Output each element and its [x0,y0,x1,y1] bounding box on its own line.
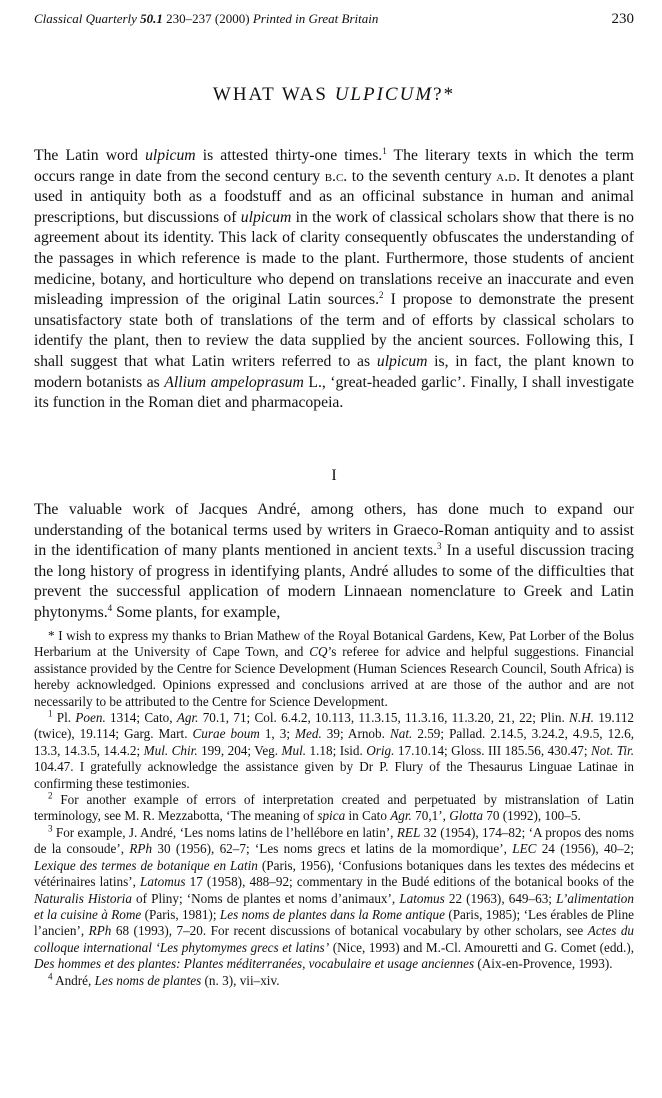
italic-run: Orig. [366,742,395,758]
text-run: 32 (1954), 174–82; ‘A propos des noms de la consoude’, [34,824,634,857]
italic-run: Nat. [389,726,413,742]
text-run: André, [52,972,95,988]
footnote-star [34,628,634,710]
text-run: (Nice, 1993) and M.-Cl. Amouretti and G. Comet (edd.), [329,939,635,955]
footnotes [34,628,634,989]
italic-run: ulpicum [240,208,292,226]
italic-run: spica [317,808,346,824]
text-run: (Paris, 1985); ‘Les érables de Pline l’ancien’, [34,906,635,939]
text-run: * I wish to express my thanks to Brian Mathew of the Royal Botanical Gardens, Kew, Pat Lorber of the Bolus Herbarium at the University of Cape Town, and [34,628,634,660]
footnote-ref: 1 [382,145,387,156]
footnote-ref: 3 [48,823,53,834]
text-run: 1314; Cato, [105,710,177,726]
small-caps-run: a.d. [496,167,520,185]
footnote-ref: 1 [48,708,53,719]
text-run: 70.1, 71; Col. 6.4.2, 10.113, 11.3.15, 11.3.16, 11.3.20, 21, 22; Plin. [198,710,570,726]
text-run: 30 (1956), 62–7; ‘Les noms grecs et latins de la momordique’, [152,841,513,857]
small-caps-run: b.c. [324,167,348,185]
italic-run: N.H. [569,710,594,726]
italic-run: Mul. Chir. [143,742,198,758]
text-run: (Aix-en-Provence, 1993). [474,956,613,972]
text-run: (n. 3), vii–xiv. [201,972,280,988]
footnote-ref: 2 [48,790,53,801]
italic-run: RPh [129,841,153,857]
italic-run: CQ [309,644,328,660]
title-suffix: ?* [433,84,456,105]
citation-line [34,11,378,27]
volume-number: 50.1 [140,11,163,26]
journal-name: Classical Quarterly [34,11,137,26]
pages-year: 230–237 (2000) [166,11,250,26]
text-run: 68 (1993), 7–20. For recent discussions of botanical vocabulary by other scholars, see [111,923,588,939]
text-run: 70,1’, [411,808,450,824]
text-run: For another example of errors of interpretation created and perpetuated by mistranslation of Latin terminology, see M. R. Mezzabotta, ‘The meaning of [34,792,634,824]
article-title [34,84,634,106]
text-run: 1.18; Isid. [306,742,367,758]
italic-run: Les noms de plantes dans la Rome antique [219,906,445,922]
footnote-3 [34,825,634,973]
text-run: The literary texts in which the term occurs range in date from the second century [34,147,634,185]
italic-run: Des hommes et des plantes: Plantes méditerranées, vocabulaire et usage anciennes [34,956,475,972]
printed-in: Printed in Great Britain [252,11,379,26]
text-run: 70 (1992), 100–5. [482,808,581,824]
text-run: 24 (1956), 40–2; [536,841,634,857]
italic-run: ulpicum [145,147,196,164]
italic-run: Actes du colloque international ‘Les phytomymes grecs et latins’ [34,923,635,955]
text-run: 199, 204; Veg. [197,742,282,758]
text-run: The valuable work of Jacques André, among others, has done much to expand our understanding of the botanical terms used by writers in Graeco-Roman antiquity and to assist in the identification of many plants mentioned in ancient texts. [34,501,634,560]
text-run: ’s referee for advice and helpful suggestions. Financial assistance provided by the Centre for Science Development (Human Sciences Research Council, South Africa) is hereby acknowledged. Opinions expressed and conclusions arrived at are those of the author and are not necessarily to be attributed to the Centre for Science Development. [34,644,635,709]
title-italic-word: ULPICUM [334,84,434,105]
text-run: 2.59; Pallad. 2.14.5, 3.24.2, 4.9.5, 12.6, 13.3, 14.3.5, 14.4.2; [34,726,634,758]
italic-run: Les noms de plantes [94,972,202,988]
text-run: of Pliny; ‘Noms de plantes et noms d’animaux’, [131,890,400,906]
footnote-ref: 3 [437,540,442,551]
text-run: 1, 3; [259,726,296,742]
text-run: Pl. [52,710,76,726]
italic-run: RPh [88,923,112,939]
title-prefix: WHAT WAS [212,84,335,105]
text-run: is, in fact, the plant known to modern botanists as [34,352,634,391]
italic-run: Latomus [399,890,445,906]
italic-run: Curae boum [192,726,260,742]
footnote-2 [34,792,634,825]
italic-run: Allium ampeloprasum [164,373,304,391]
footnote-ref: 4 [48,971,53,982]
text-run: The Latin word [34,147,146,164]
text-run: For example, J. André, ‘Les noms latins de l’hellébore en latin’, [52,824,397,840]
text-run: to the seventh century [347,167,497,185]
text-run: in Cato [345,808,391,824]
italic-run: Latomus [140,874,186,890]
text-run: (Paris, 1981); [141,906,220,922]
italic-run: ulpicum [376,352,428,370]
text-run: 19.112 (twice), 19.114; Garg. Mart. [34,710,635,742]
italic-run: Not. Tir. [590,742,635,758]
italic-run: REL [396,824,421,840]
italic-run: Agr. [390,808,412,824]
text-run: is attested thirty-one times. [195,147,383,164]
italic-run: Naturalis Historia [34,890,132,906]
italic-run: Lexique des termes de botanique en Latin [34,857,258,873]
text-run: I propose to demonstrate the present unsatisfactory state both of translations of the term and of efforts by classical scholars to identify the plant, then to review the data supplied by the ancient sources. Following this, I shall suggest that what Latin writers referred to as [34,291,634,370]
page-number: 230 [611,11,634,27]
text-run: 104.47. I gratefully acknowledge the assistance given by Dr P. Flury of the Thesaurus Linguae Latinae in confirming these testimonies. [34,759,634,791]
text-run: 17.10.14; Gloss. III 185.56, 430.47; [394,742,591,758]
text-run: In a useful discussion tracing the long history of progress in identifying plants, André alludes to some of the difficulties that prevent the successful application of modern Linnaean nomenclature to Greek and Latin phytonyms. [34,542,634,621]
italic-run: Med. [295,726,322,742]
text-run: L., ‘great-headed garlic’. Finally, I shall investigate its function in the Roman diet and pharmacopeia. [34,373,634,412]
italic-run: LEC [512,841,537,857]
text-run: 39; Arnob. [321,726,390,742]
footnote-ref: 2 [379,289,384,300]
running-head [34,11,634,31]
italic-run: Poen. [75,710,106,726]
text-run: Some plants, for example, [112,603,281,621]
footnote-1 [34,710,634,792]
italic-run: Glotta [449,808,483,824]
text-run: (Paris, 1956), ‘Confusions botaniques dans les textes des médecins et vétérinaires latins’, [34,857,634,890]
text-run: 22 (1963), 649–63; [444,890,557,906]
text-run: 17 (1958), 488–92; commentary in the Budé editions of the botanical books of the [185,874,634,890]
paragraph-1 [34,146,634,414]
text-run: It denotes a plant used in antiquity both as a foodstuff and as an officinal substance in human and animal prescriptions, but discussions of [34,167,634,226]
italic-run: L’alimentation et la cuisine à Rome [34,890,634,922]
italic-run: Agr. [176,710,199,726]
italic-run: Mul. [281,742,307,758]
footnote-ref: 4 [107,602,113,613]
footnote-4 [34,973,634,989]
section-heading: I [331,467,337,484]
paragraph-2 [34,500,634,624]
text-run: in the work of classical scholars show that there is no agreement about its identity. This lack of clarity consequently obfuscates the understanding of the passages in which reference is made to the plant. Furthermore, those students of ancient medicine, botany, and horticulture who depend on translations receive an inaccurate and even misleading impression of the original Latin sources. [34,208,635,309]
